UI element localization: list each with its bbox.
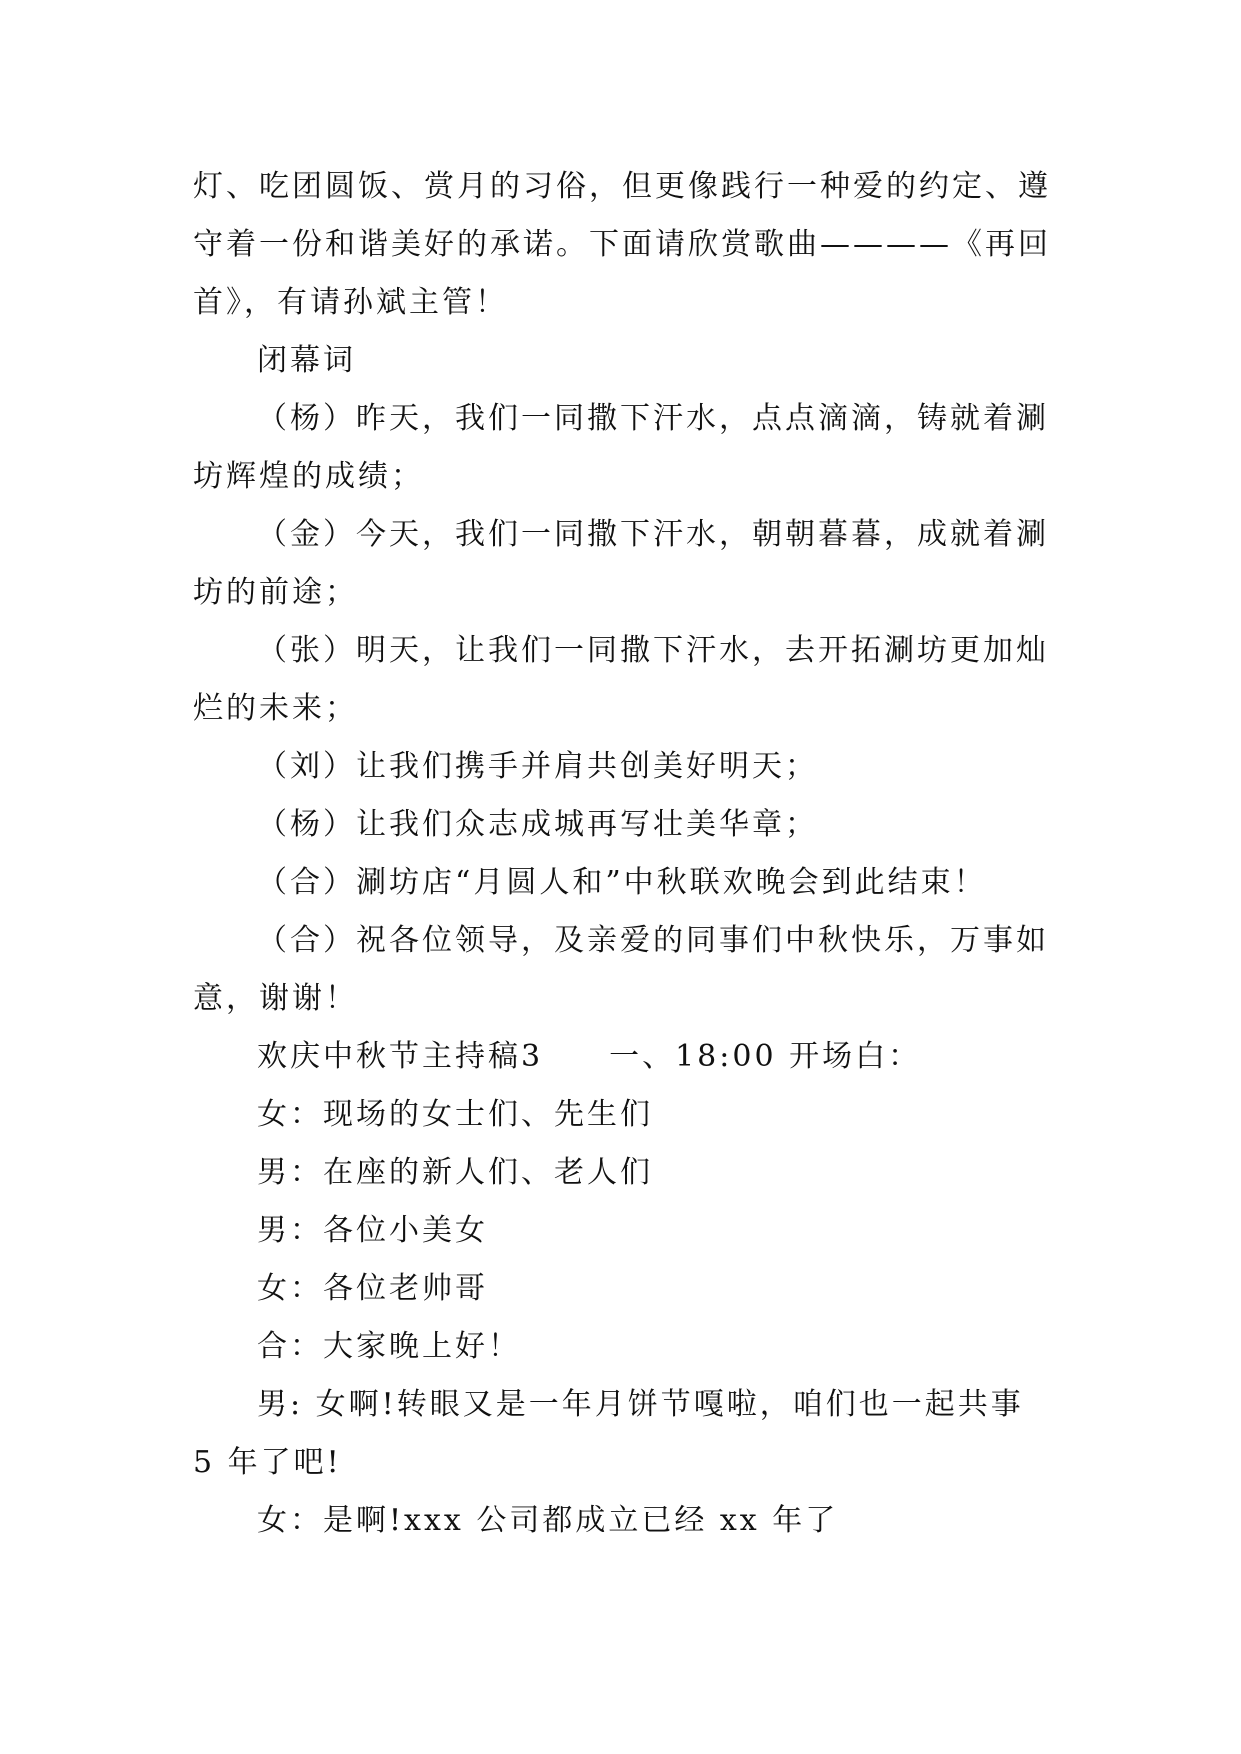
dialogue-line: 男: 女啊!转眼又是一年月饼节嘎啦，咱们也一起共事 5 年了吧! (193, 1387, 1037, 1480)
section-heading-3: 欢庆中秋节主持稿3 一、18:00 开场白： (257, 1039, 922, 1074)
dialogue-line: 男：各位小美女 (257, 1213, 488, 1248)
paragraph-1: 灯、吃团圆饭、赏月的习俗，但更像践行一种爱的约定、遵守着一份和谐美好的承诺。下面请欣赏歌曲————《再回首》，有请孙斌主管！ (193, 169, 1051, 320)
paragraph-yang-2: （杨）让我们众志成城再写壮美华章； (257, 807, 818, 842)
paragraph-liu: （刘）让我们携手并肩共创美好明天； (257, 749, 818, 784)
closing-speech-heading: 闭幕词 (257, 343, 356, 378)
dialogue-line: 女：现场的女士们、先生们 (257, 1097, 653, 1132)
dialogue-line: 男：在座的新人们、老人们 (257, 1155, 653, 1190)
dialogue-line: 女：是啊!xxx 公司都成立已经 xx 年了 (257, 1503, 839, 1538)
document-body (193, 158, 1055, 1550)
dialogue-line: 女：各位老帅哥 (257, 1271, 488, 1306)
paragraph-together-2: （合）祝各位领导，及亲爱的同事们中秋快乐，万事如意，谢谢！ (193, 923, 1049, 1016)
paragraph-zhang: （张）明天，让我们一同撒下汗水，去开拓涮坊更加灿烂的未来； (193, 633, 1049, 726)
paragraph-yang-1: （杨）昨天，我们一同撒下汗水，点点滴滴，铸就着涮坊辉煌的成绩； (193, 401, 1049, 494)
dialogue-line: 合：大家晚上好！ (257, 1329, 521, 1364)
paragraph-together-1: （合）涮坊店“月圆人和”中秋联欢晚会到此结束！ (257, 865, 987, 900)
paragraph-jin: （金）今天，我们一同撒下汗水，朝朝暮暮，成就着涮坊的前途； (193, 517, 1049, 610)
